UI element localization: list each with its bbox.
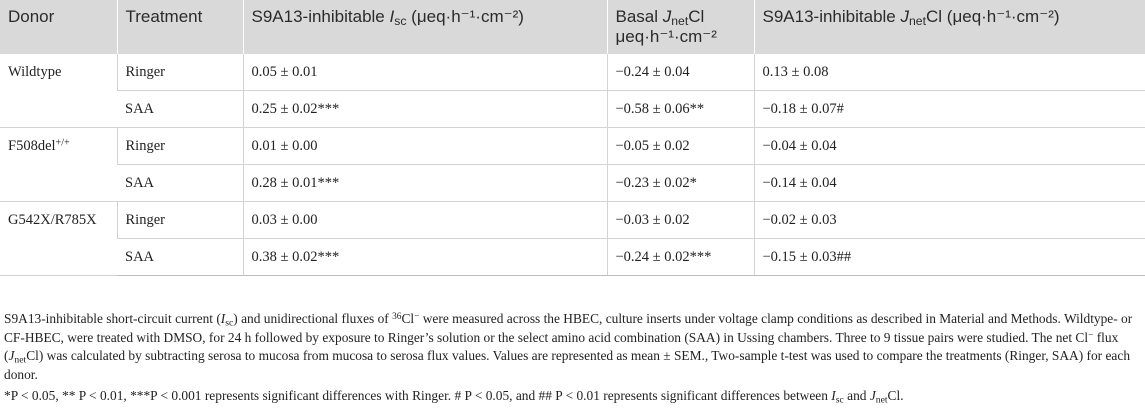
isc-cell: 0.28 ± 0.01*** xyxy=(243,165,607,202)
donor-cell-g542x-r785x xyxy=(0,202,117,276)
basal-jnet-cell: −0.03 ± 0.02 xyxy=(607,202,754,239)
basal-jnet-cell: −0.24 ± 0.02*** xyxy=(607,239,754,276)
header-treatment xyxy=(117,0,243,54)
fn-text: ) and unidirectional fluxes of xyxy=(233,311,393,326)
jnet-cell: −0.15 ± 0.03## xyxy=(754,239,1145,276)
header-isc-units: (μeq·h⁻¹·cm⁻²) xyxy=(406,7,524,26)
header-jnet-prefix: S9A13-inhibitable xyxy=(762,7,901,26)
table-row xyxy=(0,54,1145,91)
isc-cell: 0.38 ± 0.02*** xyxy=(243,239,607,276)
header-isc-symbol: I xyxy=(389,7,395,26)
header-treatment-label: Treatment xyxy=(125,7,203,26)
header-isc-sub: sc xyxy=(394,14,407,29)
donor-name: Wildtype xyxy=(8,64,62,80)
header-donor xyxy=(0,0,117,54)
fn-text: Cl) was calculated by subtracting serosa to mucosa from mucosa to serosa flux values. Values are represented as mean ± SEM., Two-sample t-test was used to compare the treatments (Ringer, SAA) for each donor. xyxy=(4,348,1131,382)
jnet-cell: −0.14 ± 0.04 xyxy=(754,165,1145,202)
treatment-cell: SAA xyxy=(117,91,243,128)
fn-text: S9A13-inhibitable short-circuit current ( xyxy=(4,311,221,326)
footnote-significance xyxy=(4,387,1142,406)
fn-isc-symbol: I xyxy=(220,311,226,326)
fn-isc-symbol: I xyxy=(831,388,836,403)
header-jnet-suffix: Cl xyxy=(926,7,943,26)
basal-jnet-cell: −0.58 ± 0.06** xyxy=(607,91,754,128)
header-basal-suffix: Cl xyxy=(688,7,705,26)
header-jnet-symbol: J xyxy=(900,7,909,26)
footnote-methods xyxy=(4,310,1142,384)
isc-cell: 0.25 ± 0.02*** xyxy=(243,91,607,128)
donor-name-sup: +/+ xyxy=(55,137,70,149)
jnet-cell: −0.04 ± 0.04 xyxy=(754,128,1145,165)
table-row xyxy=(0,239,1145,276)
table-row xyxy=(0,202,1145,239)
treatment-cell: Ringer xyxy=(117,202,243,239)
treatment-cell: Ringer xyxy=(117,54,243,91)
fn-jnet-symbol: J xyxy=(8,348,15,363)
donor-name: G542X/R785X xyxy=(8,212,97,228)
fn-text: *P < 0.05, ** P < 0.01, ***P < 0.001 represents significant differences with Ringer. # P < 0.05, and ## P < 0.01 represents significant differences between xyxy=(4,388,832,403)
fn-minus-sup: − xyxy=(1088,330,1094,341)
header-jnet-sub: net xyxy=(908,14,926,29)
header-basal-symbol: J xyxy=(662,7,672,26)
table-footnotes xyxy=(4,310,1142,406)
header-isc xyxy=(243,0,607,54)
fn-isotope-sup: 36 xyxy=(392,311,402,322)
isc-cell: 0.05 ± 0.01 xyxy=(243,54,607,91)
header-basal-sub: net xyxy=(671,14,689,29)
header-basal-prefix: Basal xyxy=(615,7,663,26)
header-basal-jnet xyxy=(607,0,754,54)
donor-name: F508del xyxy=(8,138,56,154)
table-header xyxy=(0,0,1145,54)
jnet-cell: −0.18 ± 0.07# xyxy=(754,91,1145,128)
basal-jnet-cell: −0.24 ± 0.04 xyxy=(607,54,754,91)
isc-cell: 0.03 ± 0.00 xyxy=(243,202,607,239)
header-jnet xyxy=(754,0,1145,54)
fn-jnet-symbol: J xyxy=(869,388,876,403)
basal-jnet-cell: −0.05 ± 0.02 xyxy=(607,128,754,165)
donor-cell-wildtype xyxy=(0,54,117,128)
header-row xyxy=(0,0,1145,54)
header-isc-prefix: S9A13-inhibitable xyxy=(251,7,390,26)
fn-isc-sub: sc xyxy=(225,317,234,329)
fn-text: flux ( xyxy=(4,329,1119,363)
header-donor-label: Donor xyxy=(8,7,55,26)
donor-cell-f508del xyxy=(0,128,117,202)
jnet-cell: 0.13 ± 0.08 xyxy=(754,54,1145,91)
fn-text: Cl xyxy=(401,311,415,326)
fn-text: Cl. xyxy=(887,388,904,403)
fn-isc-sub: sc xyxy=(835,394,844,406)
fn-minus-sup: − xyxy=(414,311,420,322)
treatment-cell: Ringer xyxy=(117,128,243,165)
fn-jnet-sub: net xyxy=(14,354,27,366)
treatment-cell: SAA xyxy=(117,165,243,202)
table-row xyxy=(0,128,1145,165)
fn-text: and xyxy=(843,388,870,403)
jnet-cell: −0.02 ± 0.03 xyxy=(754,202,1145,239)
fn-jnet-sub: net xyxy=(875,394,888,406)
isc-cell: 0.01 ± 0.00 xyxy=(243,128,607,165)
header-jnet-units: (μeq·h⁻¹·cm⁻²) xyxy=(942,7,1060,26)
header-basal-units: μeq·h⁻¹·cm⁻² xyxy=(615,27,717,46)
table-row xyxy=(0,165,1145,202)
table-body xyxy=(0,54,1145,276)
treatment-cell: SAA xyxy=(117,239,243,276)
fn-text: were measured across the HBEC, culture inserts under voltage clamp conditions as described in Material and Methods. Wildtype- or CF-HBEC, were treated with DMSO, for 24 h followed by exposure to Ringer’s solution or the select amino acid combination (SAA) in Ussing chambers. Three to 9 tissue pairs were studied. The net Cl xyxy=(4,311,1133,345)
table-row xyxy=(0,91,1145,128)
basal-jnet-cell: −0.23 ± 0.02* xyxy=(607,165,754,202)
